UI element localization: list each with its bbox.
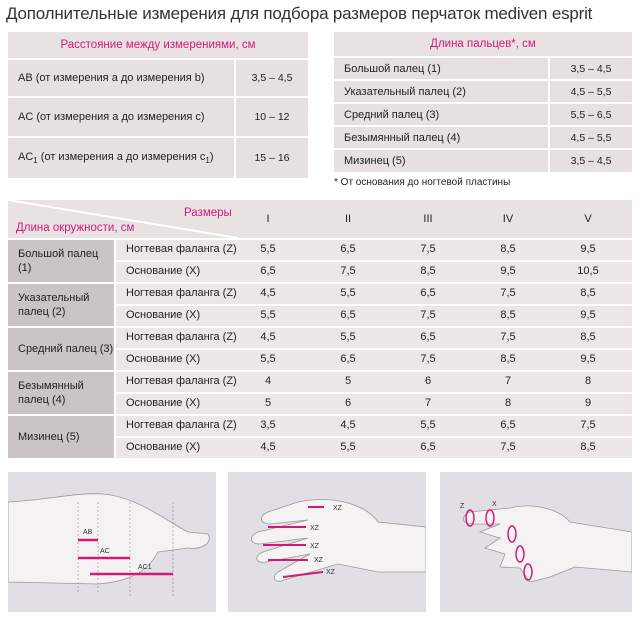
size-header: I (266, 213, 270, 225)
size-value: 8 (504, 397, 512, 409)
size-value: 5,5 (340, 331, 356, 343)
finger-length-value: 4,5 – 5,5 (570, 85, 612, 98)
table-row (116, 284, 632, 304)
finger-length-value: 5,5 – 6,5 (570, 108, 612, 121)
distance-row-label: AC (от измерения a до измерения c) (18, 111, 205, 123)
distance-table-header: Расстояние между измерениями, см (8, 32, 308, 58)
size-value: 4,5 (260, 287, 276, 299)
distance-row-value: 15 – 16 (254, 152, 290, 164)
footnote: * От основания до ногтевой пластины (334, 177, 511, 188)
distance-row (8, 98, 308, 136)
size-value: 6,5 (420, 331, 436, 343)
size-header: III (423, 213, 433, 225)
size-value: 6,5 (500, 419, 516, 431)
size-value: 5 (264, 397, 272, 409)
distance-table (8, 32, 308, 178)
finger-length-label: Средний палец (3) (344, 108, 440, 121)
size-value: 6,5 (420, 287, 436, 299)
page-title: Дополнительные измерения для подбора размеров перчаток mediven esprit (6, 4, 593, 23)
label-z: Z (460, 503, 465, 510)
size-value: 6 (424, 375, 432, 387)
label-xz: XZ (326, 569, 335, 576)
size-value: 6,5 (340, 353, 356, 365)
circumference-header (8, 200, 632, 238)
finger-length-row (334, 150, 632, 172)
size-value: 5,5 (420, 419, 436, 431)
size-value: 6,5 (260, 265, 276, 277)
size-value: 8,5 (580, 441, 596, 453)
size-value: 7,5 (500, 287, 516, 299)
circumference-table (8, 200, 632, 464)
size-value: 8,5 (500, 309, 516, 321)
label-xz: XZ (333, 505, 342, 512)
size-value: 8,5 (500, 243, 516, 255)
phalanx-label: Основание (X) (126, 309, 201, 321)
glove-illustration (440, 472, 632, 612)
finger-length-row (334, 81, 632, 102)
size-value: 7,5 (420, 353, 436, 365)
size-value: 4,5 (340, 419, 356, 431)
size-value: 9 (584, 397, 592, 409)
size-value: 6 (344, 397, 352, 409)
size-value: 7,5 (580, 419, 596, 431)
size-header: II (344, 213, 352, 225)
table-row (116, 416, 632, 436)
table-row (116, 306, 632, 326)
size-value: 5 (344, 375, 352, 387)
size-value: 5,5 (340, 287, 356, 299)
size-value: 5,5 (260, 309, 276, 321)
size-value: 7,5 (500, 441, 516, 453)
label-xz: XZ (314, 557, 323, 564)
finger-length-label: Большой палец (1) (344, 62, 441, 75)
distance-row-label: AB (от измерения a до измерения b) (18, 72, 205, 84)
distance-row (8, 138, 308, 178)
size-value: 10,5 (577, 265, 599, 277)
phalanx-label: Ногтевая фаланга (Z) (126, 419, 237, 431)
label-x: X (492, 501, 497, 508)
size-value: 6,5 (420, 441, 436, 453)
table-row (116, 240, 632, 260)
size-value: 4 (264, 375, 272, 387)
phalanx-label: Ногтевая фаланга (Z) (126, 331, 237, 343)
size-value: 7 (424, 397, 432, 409)
distance-row-value: 10 – 12 (254, 111, 290, 123)
size-value: 7,5 (500, 331, 516, 343)
finger-length-row (334, 58, 632, 79)
finger-length-header: Длина пальцев*, см (334, 32, 632, 56)
finger-length-row (334, 104, 632, 125)
size-value: 7,5 (420, 309, 436, 321)
finger-group-label: Большой палец (1) (8, 240, 114, 282)
label-ac1: AC1 (138, 564, 152, 571)
size-value: 6,5 (340, 243, 356, 255)
hand-illustration (228, 472, 426, 612)
size-header: IV (502, 213, 514, 225)
size-value: 7 (504, 375, 512, 387)
size-value: 4,5 (260, 331, 276, 343)
table-row (116, 262, 632, 282)
finger-group-label: Мизинец (5) (8, 416, 114, 458)
label-xz: XZ (310, 525, 319, 532)
size-value: 8,5 (420, 265, 436, 277)
table-row (116, 350, 632, 370)
phalanx-label: Основание (X) (126, 441, 201, 453)
size-value: 8,5 (500, 353, 516, 365)
size-value: 3,5 (260, 419, 276, 431)
table-row (116, 372, 632, 392)
size-value: 4,5 (260, 441, 276, 453)
finger-length-table (334, 32, 632, 174)
size-value: 7,5 (340, 265, 356, 277)
phalanx-label: Основание (X) (126, 397, 201, 409)
table-row (116, 438, 632, 458)
size-value: 5,5 (260, 353, 276, 365)
phalanx-label: Ногтевая фаланга (Z) (126, 375, 237, 387)
wrist-illustration (8, 472, 216, 612)
size-value: 8,5 (580, 287, 596, 299)
size-value: 8 (584, 375, 592, 387)
size-value: 9,5 (580, 353, 596, 365)
finger-length-label: Безымянный палец (4) (344, 131, 461, 144)
phalanx-label: Ногтевая фаланга (Z) (126, 243, 237, 255)
label-ac: AC (100, 548, 110, 555)
distance-row-label: $AC_1$ (от измерения a до измерения $c_1$) (18, 150, 214, 166)
table-row (116, 328, 632, 348)
size-value: 9,5 (500, 265, 516, 277)
label-ab: AB (83, 529, 93, 536)
table-row (116, 394, 632, 414)
finger-group-label: Средний палец (3) (8, 328, 114, 370)
phalanx-label: Основание (X) (126, 353, 201, 365)
finger-group-label: Указательный палец (2) (8, 284, 114, 326)
size-value: 7,5 (420, 243, 436, 255)
finger-length-value: 3,5 – 4,5 (570, 155, 612, 167)
size-header: V (584, 213, 592, 225)
distance-row-value: 3,5 – 4,5 (251, 72, 293, 84)
finger-length-value: 4,5 – 5,5 (570, 131, 612, 144)
phalanx-label: Основание (X) (126, 265, 201, 277)
finger-length-row (334, 127, 632, 148)
finger-length-label: Мизинец (5) (344, 155, 406, 167)
label-xz: XZ (310, 543, 319, 550)
circumference-label: Длина окружности, см (16, 222, 135, 234)
size-value: 5,5 (260, 243, 276, 255)
size-value: 8,5 (580, 331, 596, 343)
size-value: 9,5 (580, 243, 596, 255)
size-value: 5,5 (340, 441, 356, 453)
finger-length-label: Указательный палец (2) (344, 85, 466, 98)
finger-group-label: Безымянный палец (4) (8, 372, 114, 414)
size-value: 6,5 (340, 309, 356, 321)
finger-length-value: 3,5 – 4,5 (570, 62, 612, 75)
distance-row (8, 60, 308, 96)
sizes-label: Размеры (184, 207, 232, 219)
phalanx-label: Ногтевая фаланга (Z) (126, 287, 237, 299)
size-value: 9,5 (580, 309, 596, 321)
